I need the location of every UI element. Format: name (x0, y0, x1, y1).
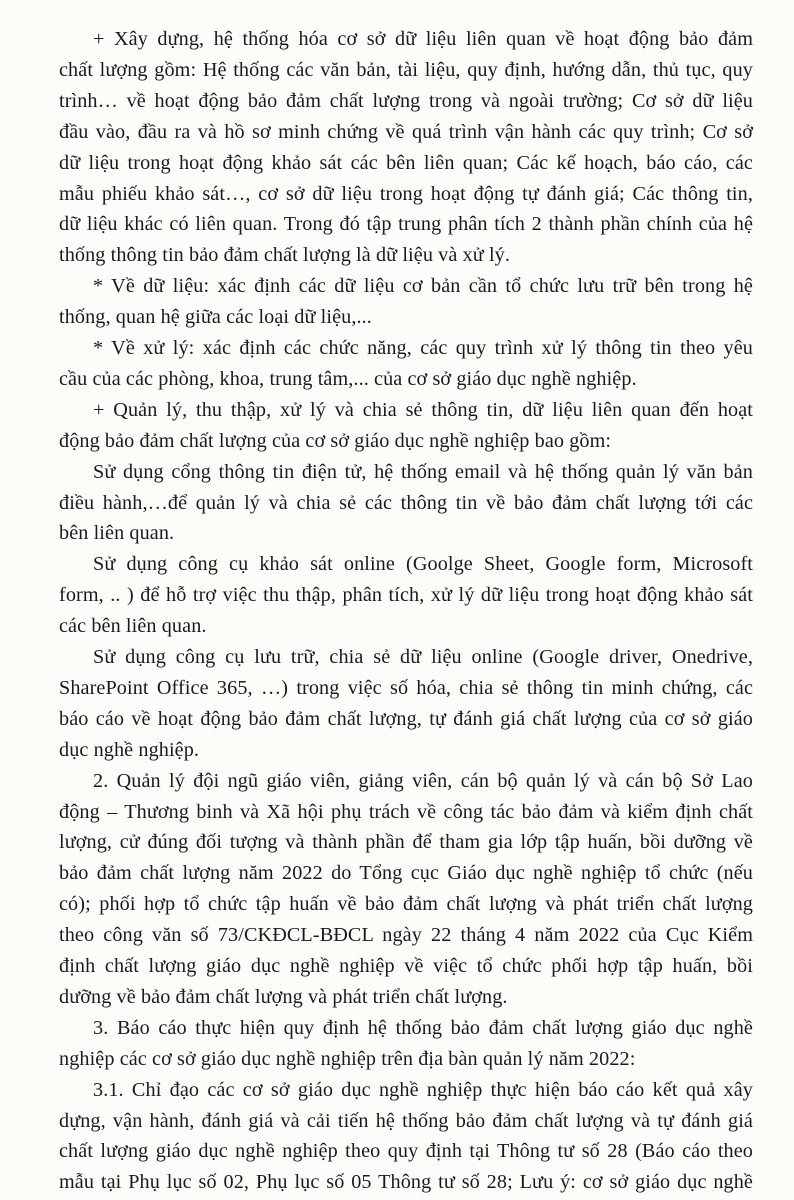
text-line: mẫu tại Phụ lục số 02, Phụ lục số 05 Thông tư số 28; Lưu ý: cơ sở giáo dục nghề (59, 1171, 753, 1194)
text-line: bảo đảm chất lượng năm 2022 do Tổng cục Giáo dục nghề nghiệp tổ chức (nếu (59, 862, 753, 885)
text-line: đầu vào, đầu ra và hồ sơ minh chứng về quá trình vận hành các quy trình; Cơ sở (59, 120, 753, 143)
text-line: Sử dụng công cụ lưu trữ, chia sẻ dữ liệu online (Google driver, Onedrive, (93, 646, 753, 668)
text-line: các bên liên quan. (59, 615, 207, 638)
text-line: + Xây dựng, hệ thống hóa cơ sở dữ liệu liên quan về hoạt động bảo đảm (93, 28, 753, 50)
text-line: * Về dữ liệu: xác định các dữ liệu cơ bản cần tổ chức lưu trữ bên trong hệ (93, 275, 753, 298)
text-line: báo cáo về hoạt động bảo đảm chất lượng, tự đánh giá chất lượng của cơ sở giáo (59, 707, 753, 730)
text-line: theo công văn số 73/CKĐCL-BĐCL ngày 22 tháng 4 năm 2022 của Cục Kiểm (59, 924, 753, 947)
text-line: chất lượng giáo dục nghề nghiệp theo quy định tại Thông tư số 28 (Báo cáo theo (59, 1140, 753, 1163)
text-line: điều hành,…để quản lý và chia sẻ các thông tin về bảo đảm chất lượng tới các (59, 491, 753, 514)
text-line: SharePoint Office 365, …) trong việc số hóa, chia sẻ thông tin minh chứng, các (59, 676, 753, 699)
text-line: Sử dụng công cụ khảo sát online (Goolge Sheet, Google form, Microsoft (93, 553, 753, 576)
text-line: + Quản lý, thu thập, xử lý và chia sẻ thông tin, dữ liệu liên quan đến hoạt (93, 398, 753, 421)
text-line: động bảo đảm chất lượng của cơ sở giáo dục nghề nghiệp bao gồm: (59, 429, 612, 452)
text-line: thống, quan hệ giữa các loại dữ liệu,... (59, 306, 372, 329)
text-line: dưỡng về bảo đảm chất lượng và phát triển chất lượng. (59, 985, 508, 1008)
text-line: định chất lượng giáo dục nghề nghiệp về việc tổ chức phối hợp tập huấn, bồi (59, 955, 753, 977)
text-line: 3. Báo cáo thực hiện quy định hệ thống bảo đảm chất lượng giáo dục nghề (93, 1016, 753, 1039)
text-line: chất lượng gồm: Hệ thống các văn bản, tài liệu, quy định, hướng dẫn, thủ tục, quy (59, 58, 753, 81)
text-line: có); phối hợp tổ chức tập huấn về bảo đảm chất lượng và phát triển chất lượng (59, 893, 753, 916)
text-line: động – Thương binh và Xã hội phụ trách về công tác bảo đảm và kiểm định chất (59, 800, 753, 823)
text-line: dục nghề nghiệp. (59, 738, 200, 761)
text-line: dựng, vận hành, đánh giá và cải tiến hệ thống bảo đảm chất lượng và tự đánh giá (59, 1109, 753, 1132)
text-line: mẫu phiếu khảo sát…, cơ sở dữ liệu trong hoạt động tự đánh giá; Các thông tin, (59, 182, 753, 205)
text-line: dữ liệu khác có liên quan. Trong đó tập trung phân tích 2 thành phần chính của hệ (59, 213, 753, 236)
text-line: trình… về hoạt động bảo đảm chất lượng trong và ngoài trường; Cơ sở dữ liệu (59, 89, 753, 112)
text-line: 2. Quản lý đội ngũ giáo viên, giảng viên, cán bộ quản lý và cán bộ Sở Lao (93, 769, 753, 792)
text-line: bên liên quan. (59, 522, 175, 545)
text-line: dữ liệu trong hoạt động khảo sát các bên liên quan; Các kế hoạch, báo cáo, các (59, 151, 753, 174)
text-line: cầu của các phòng, khoa, trung tâm,... của cơ sở giáo dục nghề nghiệp. (59, 367, 637, 390)
text-line: nghiệp các cơ sở giáo dục nghề nghiệp trên địa bàn quản lý năm 2022: (59, 1047, 636, 1070)
text-line: thống thông tin bảo đảm chất lượng là dữ liệu và xử lý. (59, 244, 510, 267)
text-line: * Về xử lý: xác định các chức năng, các quy trình xử lý thông tin theo yêu (93, 337, 753, 359)
text-line: form, .. ) để hỗ trợ việc thu thập, phân tích, xử lý dữ liệu trong hoạt động khảo sát (59, 584, 753, 607)
text-line: 3.1. Chỉ đạo các cơ sở giáo dục nghề nghiệp thực hiện báo cáo kết quả xây (93, 1078, 753, 1101)
text-line: lượng, cử đúng đối tượng và thành phần để tham gia lớp tập huấn, bồi dưỡng về (59, 831, 753, 854)
text-line: Sử dụng cổng thông tin điện tử, hệ thống email và hệ thống quản lý văn bản (93, 460, 753, 483)
